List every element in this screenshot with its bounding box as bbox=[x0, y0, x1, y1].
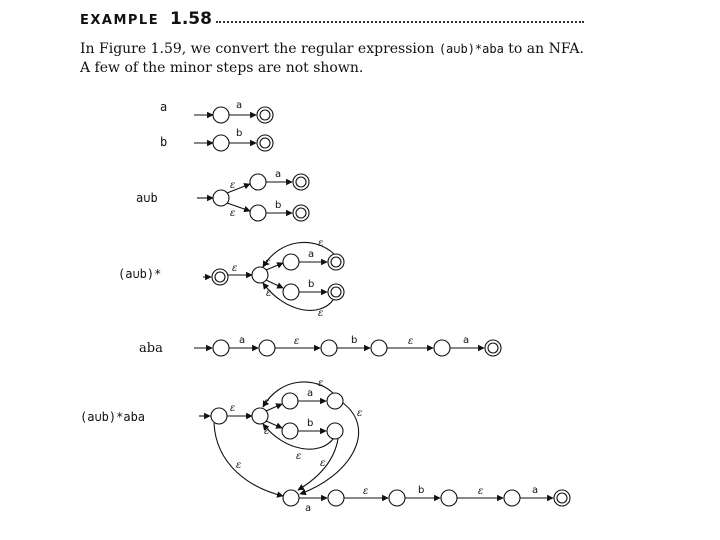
epsilon-label: ε bbox=[232, 263, 238, 274]
epsilon-label: ε bbox=[294, 336, 300, 347]
transition-symbol: a bbox=[307, 388, 314, 399]
state bbox=[321, 340, 337, 356]
intro-text-2: to an NFA. A few of the minor steps are not shown. bbox=[80, 41, 584, 76]
epsilon-label: ε bbox=[236, 460, 242, 471]
epsilon-label: ε bbox=[264, 426, 270, 437]
epsilon-edge bbox=[266, 280, 283, 288]
transition-symbol: a bbox=[463, 335, 470, 346]
transition-symbol: a bbox=[308, 249, 315, 260]
state bbox=[389, 490, 405, 506]
state bbox=[252, 408, 268, 424]
epsilon-label: ε bbox=[320, 458, 326, 469]
transition-symbol: b bbox=[308, 279, 315, 290]
state bbox=[250, 174, 266, 190]
row-label: (a∪b)* bbox=[118, 267, 162, 281]
transition-symbol: a bbox=[532, 485, 539, 496]
state bbox=[282, 423, 298, 439]
nfa-row-a bbox=[160, 100, 273, 123]
new-start-state bbox=[211, 408, 227, 424]
accept-state-inner bbox=[260, 110, 270, 120]
transition-symbol: a bbox=[275, 169, 282, 180]
state bbox=[252, 267, 268, 283]
epsilon-label: ε bbox=[266, 288, 272, 299]
state bbox=[283, 490, 299, 506]
state bbox=[504, 490, 520, 506]
epsilon-label: ε bbox=[318, 378, 324, 389]
epsilon-label: ε bbox=[408, 336, 414, 347]
transition-symbol: a bbox=[236, 100, 243, 111]
accept-state-inner bbox=[331, 257, 341, 267]
nfa-row-full bbox=[80, 378, 570, 514]
epsilon-label: ε bbox=[230, 208, 236, 219]
epsilon-label: ε bbox=[318, 308, 324, 319]
epsilon-edge bbox=[298, 439, 338, 490]
epsilon-label: ε bbox=[357, 408, 363, 419]
row-label: b bbox=[160, 135, 168, 149]
intro-text-1: In Figure 1.59, we convert the regular expression bbox=[80, 41, 439, 57]
epsilon-label: ε bbox=[318, 238, 324, 249]
state bbox=[282, 393, 298, 409]
state bbox=[259, 340, 275, 356]
transition-symbol: b bbox=[351, 335, 358, 346]
nfa-row-union bbox=[136, 169, 309, 221]
state bbox=[213, 340, 229, 356]
epsilon-label: ε bbox=[363, 486, 369, 497]
state bbox=[250, 205, 266, 221]
transition-symbol: b bbox=[275, 200, 282, 211]
state bbox=[441, 490, 457, 506]
example-number: 1.58 bbox=[170, 9, 212, 29]
state bbox=[213, 135, 229, 151]
state bbox=[327, 423, 343, 439]
epsilon-label: ε bbox=[230, 403, 236, 414]
row-label: a∪b bbox=[136, 191, 158, 205]
row-label: aba bbox=[139, 341, 163, 356]
epsilon-label: ε bbox=[265, 257, 271, 268]
state bbox=[213, 107, 229, 123]
state bbox=[434, 340, 450, 356]
state bbox=[213, 190, 229, 206]
new-start-state-inner bbox=[215, 272, 225, 282]
accept-state-inner bbox=[331, 287, 341, 297]
example-label: EXAMPLE bbox=[80, 13, 160, 28]
accept-state-inner bbox=[296, 208, 306, 218]
transition-symbol: a bbox=[239, 335, 246, 346]
epsilon-label: ε bbox=[478, 486, 484, 497]
state bbox=[327, 393, 343, 409]
accept-state-inner bbox=[296, 177, 306, 187]
accept-state-inner bbox=[260, 138, 270, 148]
epsilon-label: ε bbox=[230, 180, 236, 191]
transition-symbol: b bbox=[307, 418, 314, 429]
intro-expression: (a∪b)*aba bbox=[438, 42, 504, 56]
state bbox=[283, 254, 299, 270]
epsilon-label: ε bbox=[264, 397, 270, 408]
state bbox=[328, 490, 344, 506]
row-label: (a∪b)*aba bbox=[80, 410, 146, 424]
state bbox=[283, 284, 299, 300]
accept-state-inner bbox=[488, 343, 498, 353]
transition-symbol: b bbox=[418, 485, 425, 496]
transition-symbol: a bbox=[305, 503, 312, 514]
accept-state-inner bbox=[557, 493, 567, 503]
row-label: a bbox=[160, 100, 168, 114]
epsilon-loop-edge bbox=[263, 424, 333, 449]
epsilon-label: ε bbox=[296, 451, 302, 462]
state bbox=[371, 340, 387, 356]
nfa-row-b bbox=[160, 128, 273, 151]
nfa-row-aba bbox=[139, 335, 501, 356]
nfa-row-star bbox=[118, 238, 344, 319]
epsilon-edge bbox=[300, 403, 359, 494]
transition-symbol: b bbox=[236, 128, 243, 139]
